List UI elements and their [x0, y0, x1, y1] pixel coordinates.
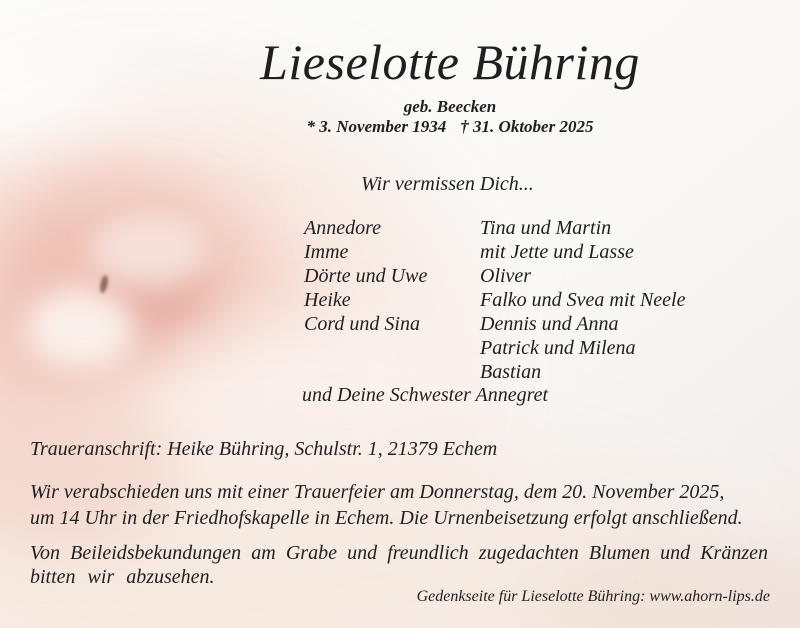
condolence-line: bitten wir abzusehen. [30, 566, 215, 588]
life-dates [100, 117, 800, 137]
sister-line: und Deine Schwester Annegret [302, 384, 549, 406]
mourners-column-right [480, 216, 686, 384]
farewell-line: Wir vermissen Dich... [361, 173, 534, 195]
condolence-paragraph [30, 541, 768, 589]
mourner-name: Tina und Martin [480, 217, 612, 239]
deceased-name: Lieselotte Bühring [260, 34, 640, 90]
birth-date: * 3. November 1934 [306, 117, 447, 136]
funeral-paragraph [30, 479, 775, 531]
mourners-column-left [304, 216, 427, 336]
mourner-name: Falko und Svea mit Neele [480, 289, 686, 311]
death-date: † 31. Oktober 2025 [460, 117, 594, 136]
mourner-name: Bastian [480, 361, 542, 383]
mourner-name: Oliver [480, 265, 532, 287]
mourner-name: Imme [304, 241, 349, 263]
mourner-name: Annedore [304, 217, 382, 239]
mourner-name: Heike [304, 289, 351, 311]
funeral-line: Wir verabschieden uns mit einer Trauerfeier am Donnerstag, dem 20. November 2025, [30, 481, 725, 503]
mourner-name: mit Jette und Lasse [480, 241, 634, 263]
funeral-line: um 14 Uhr in der Friedhofskapelle in Echem. Die Urnenbeisetzung erfolgt anschließend. [30, 507, 743, 529]
condolence-line: Von Beileidsbekundungen am Grabe und freundlich zugedachten Blumen und Kränzen [30, 542, 768, 564]
mourner-name: Dörte und Uwe [304, 265, 428, 287]
mourner-name: Patrick und Milena [480, 337, 636, 359]
mourner-name: Cord und Sina [304, 313, 420, 335]
mourner-name: Dennis und Anna [480, 313, 619, 335]
maiden-name: geb. Beecken [403, 97, 497, 116]
memorial-site-line: Gedenkseite für Lieselotte Bühring: www.ahorn-lips.de [416, 588, 770, 605]
mourning-address: Traueranschrift: Heike Bühring, Schulstr. 1, 21379 Echem [30, 438, 498, 460]
